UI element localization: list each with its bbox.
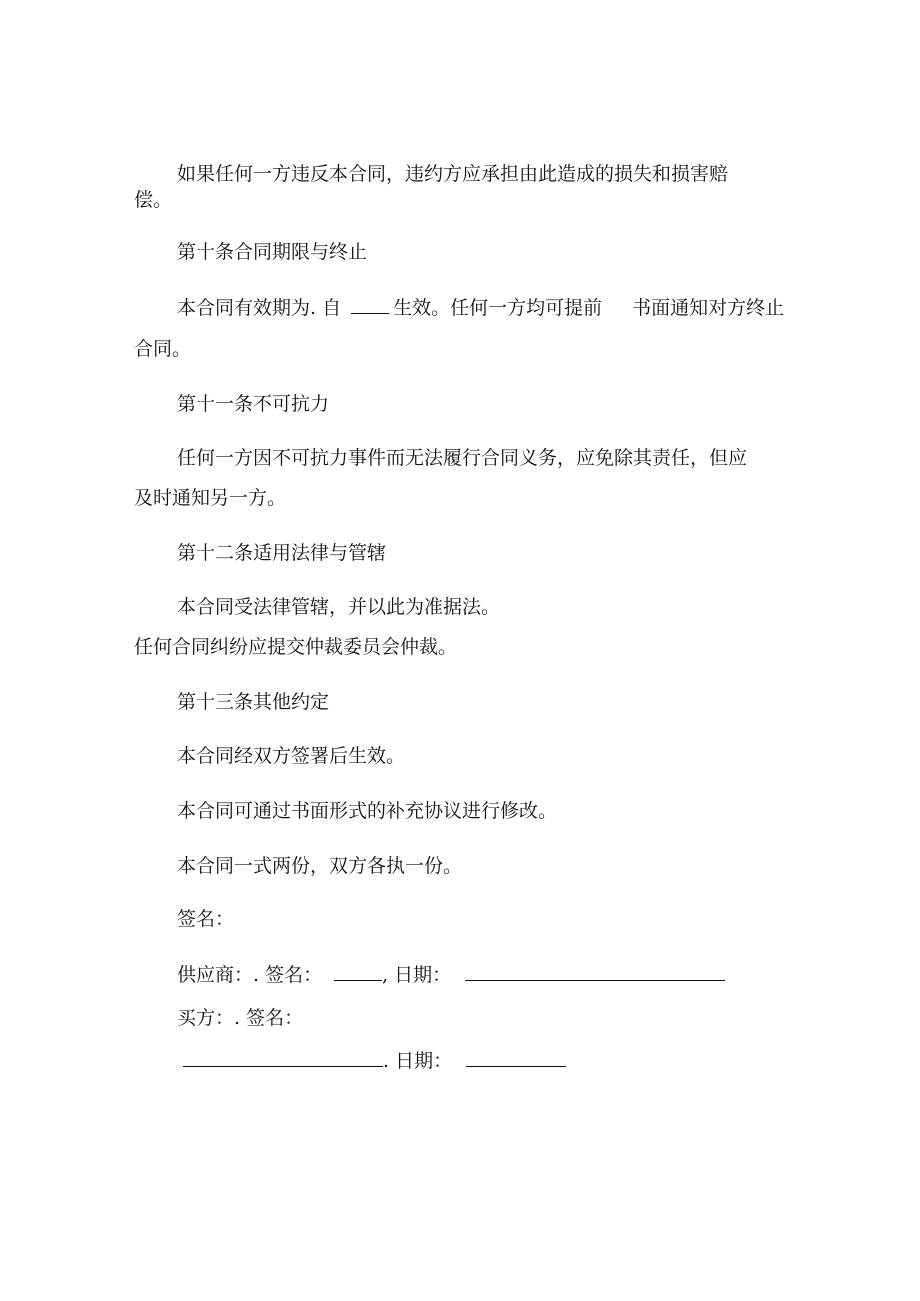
supplier-label: 供应商：. 签名： [177,964,323,986]
buyer-date-blank[interactable] [466,1048,566,1067]
breach-paragraph-line-2: 偿。 [134,189,173,211]
supplier-signature-line [177,962,725,988]
article-12-heading: 第十二条适用法律与管辖 [177,542,387,564]
supplier-signature-blank[interactable] [334,962,382,981]
other-clause-2: 本合同可通过书面形式的补充协议进行修改。 [177,800,558,822]
force-majeure-line-2: 及时通知另一方。 [134,487,287,509]
signature-heading: 签名： [177,908,235,930]
other-clause-3: 本合同一式两份，双方各执一份。 [177,855,463,877]
other-clause-1: 本合同经双方签署后生效。 [177,745,406,767]
term-paragraph-line-1 [177,295,784,321]
article-10-heading: 第十条合同期限与终止 [177,241,368,263]
term-text-a: 本合同有效期为. 自 [177,297,342,319]
supplier-date-blank[interactable] [465,962,725,981]
breach-paragraph-line-1: 如果任何一方违反本合同，违约方应承担由此造成的损失和损害赔 [177,163,729,185]
term-start-blank [351,295,389,314]
law-paragraph-line-2: 任何合同纠纷应提交仲裁委员会仲裁。 [134,636,458,658]
buyer-signature-blank[interactable] [183,1048,383,1067]
buyer-signature-line [183,1048,566,1074]
buyer-date-label: . 日期： [383,1050,453,1072]
term-text-c: 书面通知对方终止 [632,297,785,319]
term-text-b: 生效。任何一方均可提前 [393,297,603,319]
buyer-signature-label: 买方：. 签名： [177,1007,304,1029]
law-paragraph-line-1: 本合同受法律管辖，并以此为准据法。 [177,596,501,618]
supplier-date-label: , 日期： [382,964,452,986]
article-13-heading: 第十三条其他约定 [177,691,330,713]
force-majeure-line-1: 任何一方因不可抗力事件而无法履行合同义务，应免除其责任，但应 [177,447,748,469]
term-paragraph-line-2: 合同。 [134,338,192,360]
article-11-heading: 第十一条不可抗力 [177,393,330,415]
